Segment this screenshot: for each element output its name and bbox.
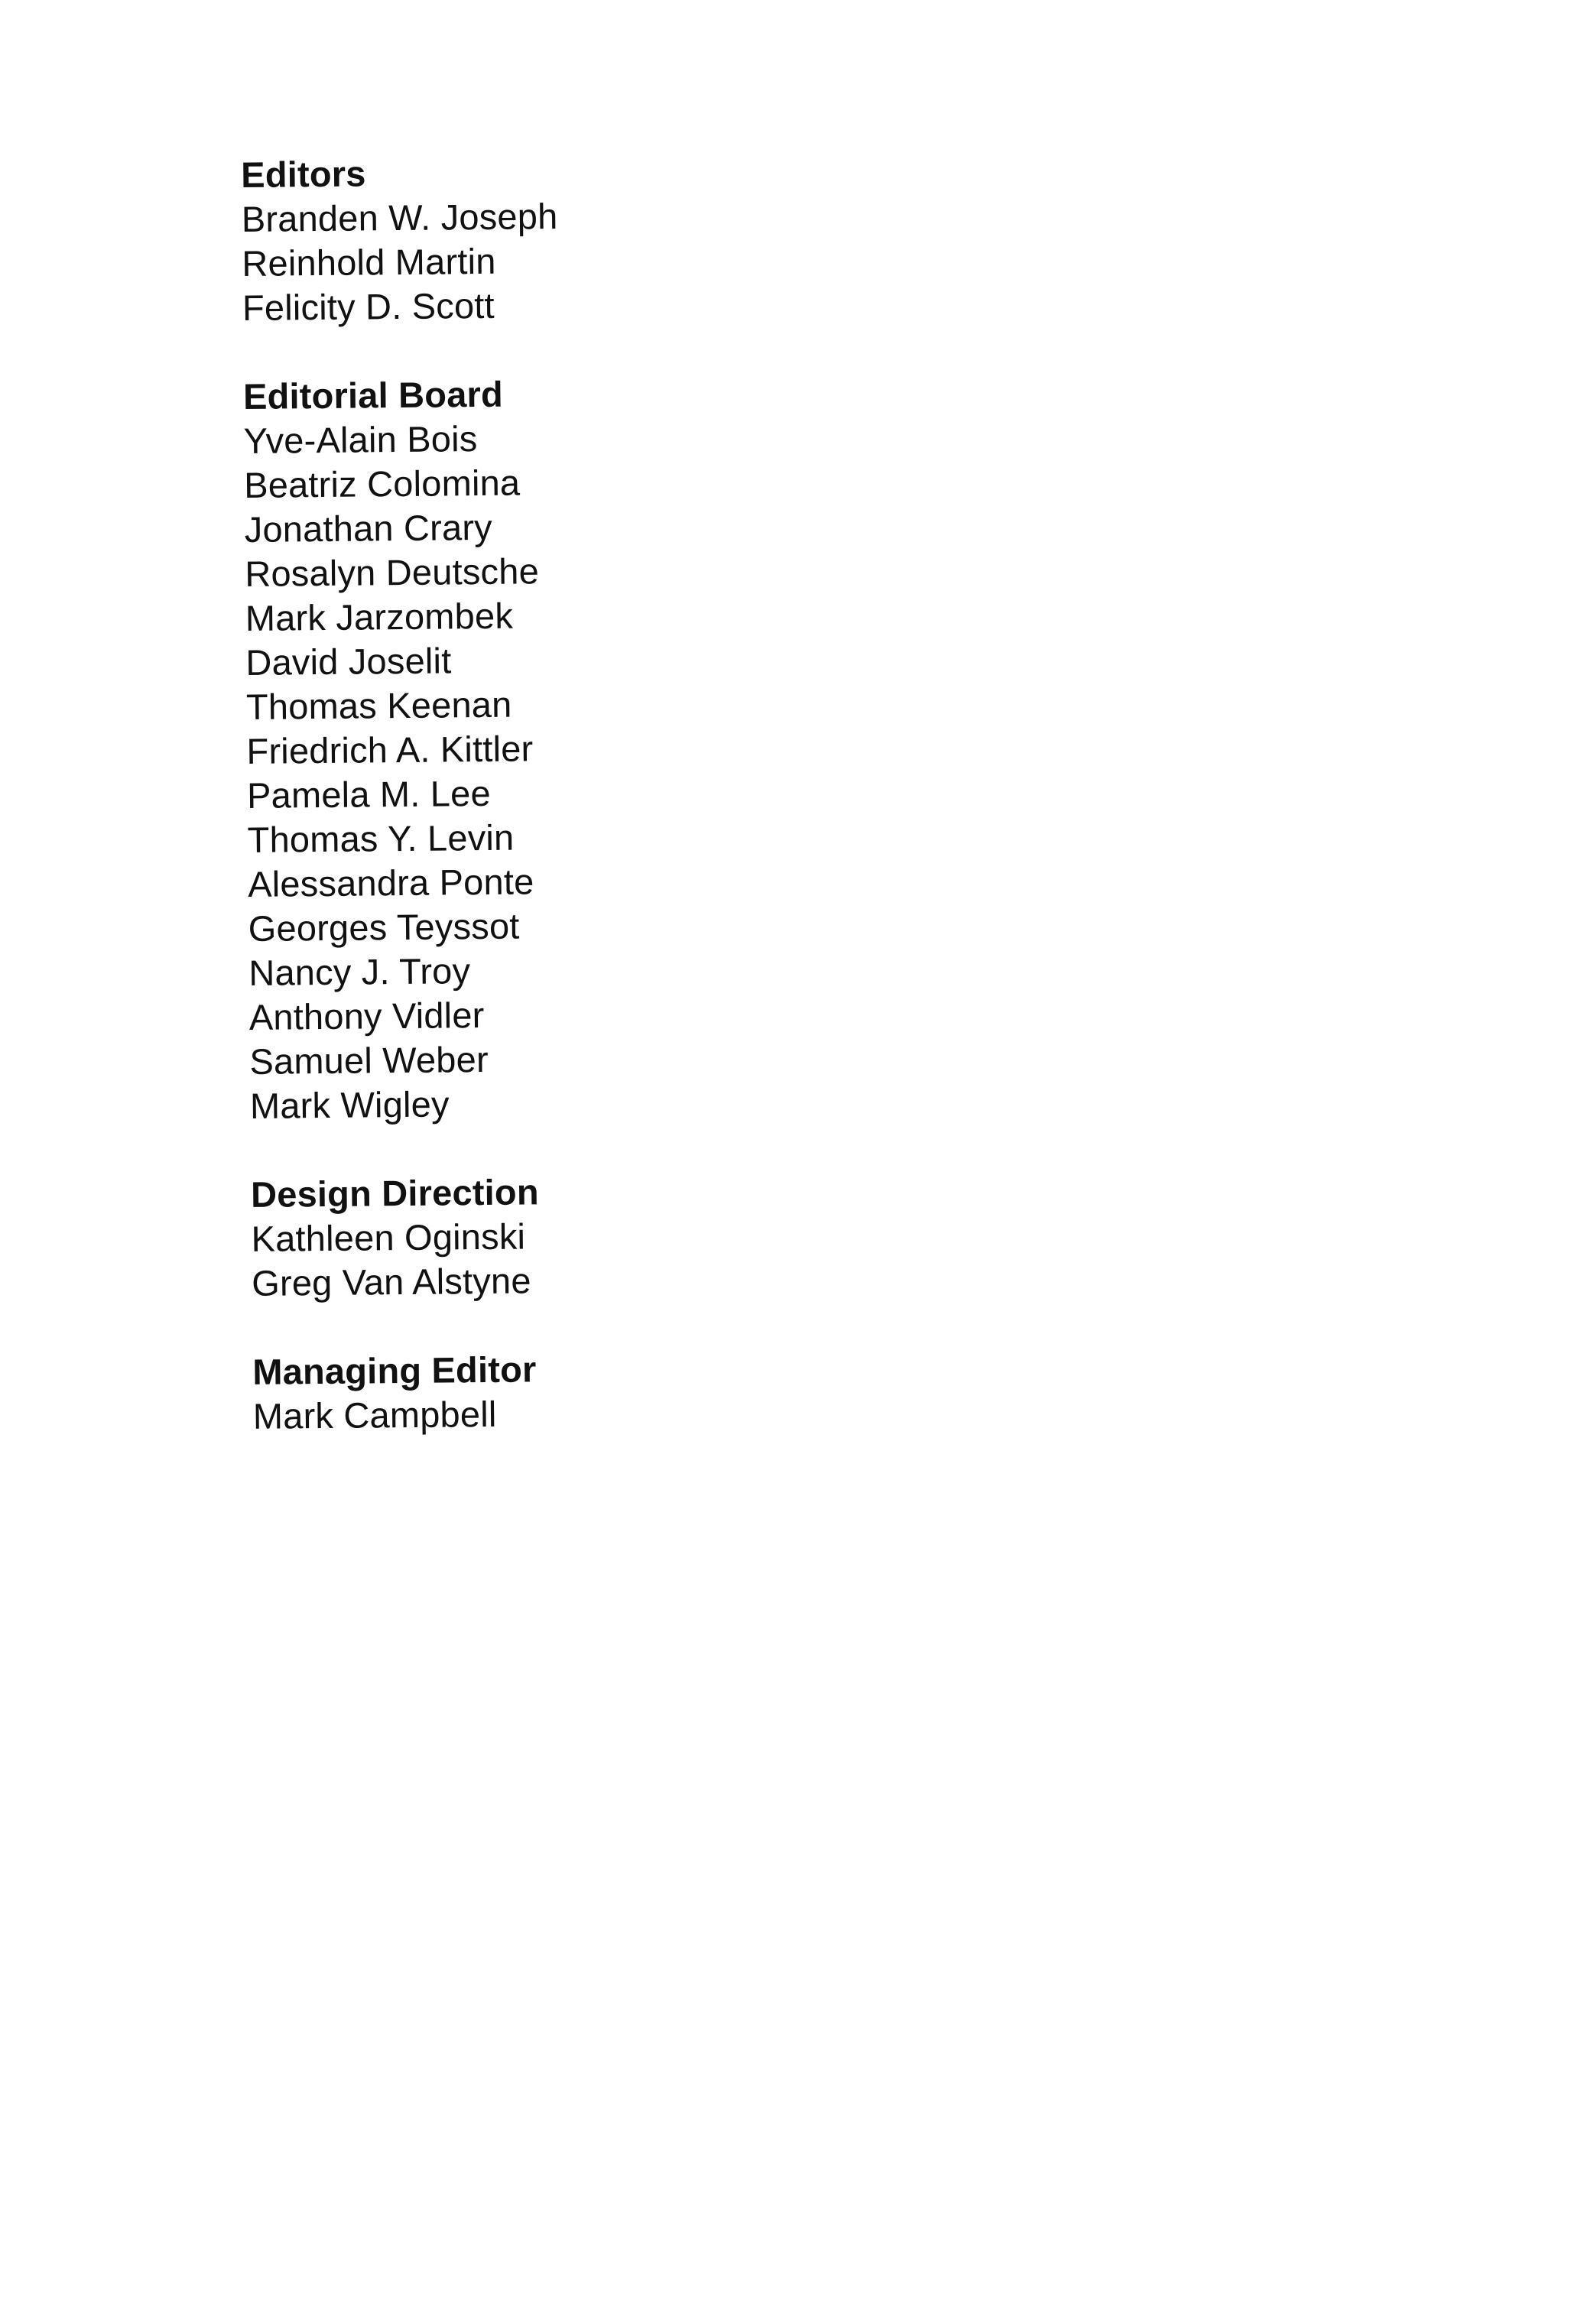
- section-editors: [241, 148, 778, 330]
- list-item: Kathleen Oginski: [251, 1216, 526, 1259]
- list-item: Mark Wigley: [249, 1083, 450, 1126]
- list-item: Thomas Keenan: [245, 683, 512, 727]
- list-item: Anthony Vidler: [248, 994, 485, 1037]
- name-list: [243, 414, 785, 1128]
- list-item: David Joselit: [245, 640, 452, 683]
- list-item: Pamela M. Lee: [246, 772, 492, 816]
- section-heading: Editorial Board: [242, 373, 504, 417]
- section-heading: Managing Editor: [252, 1349, 537, 1392]
- list-item: Nancy J. Troy: [248, 950, 471, 993]
- name-list: [253, 1389, 789, 1439]
- section-heading: Editors: [241, 153, 366, 195]
- list-item: Rosalyn Deutsche: [245, 550, 540, 594]
- list-item: Reinhold Martin: [242, 240, 496, 284]
- section-managing-editor: [252, 1345, 788, 1439]
- list-item: Beatriz Colomina: [243, 462, 521, 505]
- name-list: [251, 1212, 787, 1306]
- section-design-direction: [251, 1167, 788, 1306]
- list-item: Felicity D. Scott: [242, 284, 495, 328]
- list-item: Branden W. Joseph: [241, 196, 558, 239]
- list-item: Friedrich A. Kittler: [246, 728, 534, 771]
- list-item: Georges Teyssot: [248, 905, 520, 949]
- list-item: Alessandra Ponte: [247, 861, 534, 904]
- section-heading: Design Direction: [250, 1171, 539, 1215]
- list-item: Jonathan Crary: [244, 506, 493, 550]
- name-list: [242, 192, 778, 330]
- section-editorial-board: [243, 369, 785, 1128]
- list-item: Yve-Alain Bois: [243, 418, 478, 461]
- list-item: Greg Van Alstyne: [251, 1260, 531, 1303]
- list-item: Samuel Weber: [249, 1038, 489, 1082]
- masthead: [241, 148, 789, 1483]
- list-item: Mark Jarzombek: [245, 595, 514, 638]
- list-item: Thomas Y. Levin: [247, 816, 515, 860]
- list-item: Mark Campbell: [252, 1393, 497, 1436]
